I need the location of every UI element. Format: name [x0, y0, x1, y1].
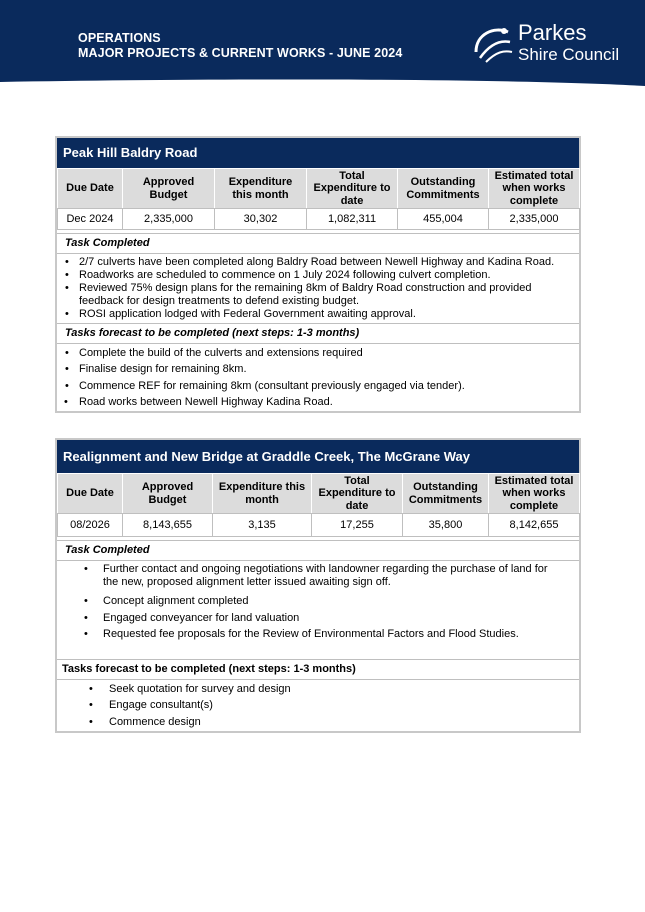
list-item: • Reviewed 75% design plans for the remaining 8km of Baldry Road construction and provided feedback for design treatments to defend existing budget. [65, 282, 532, 307]
col-approved-budget: Approved Budget [123, 169, 215, 209]
list-item: • Further contact and ongoing negotiations with landowner regarding the purchase of land for the new, proposed alignment letter issued awaiting sign off. [84, 563, 548, 588]
cell-approved-budget: 2,335,000 [123, 209, 215, 230]
col-outstanding: Outstanding Commitments [398, 169, 489, 209]
council-logo [470, 20, 630, 68]
cell-due-date: Dec 2024 [58, 209, 123, 230]
cell-total-expenditure: 1,082,311 [307, 209, 398, 230]
col-approved-budget: Approved Budget [123, 474, 213, 514]
cell-due-date: 08/2026 [58, 514, 123, 537]
list-item: • Concept alignment completed [84, 595, 249, 607]
cell-estimated-total: 8,142,655 [489, 514, 580, 537]
logo-name: Parkes [518, 20, 587, 45]
list-item: • Seek quotation for survey and design [89, 682, 291, 695]
cell-total-expenditure: 17,255 [312, 514, 403, 537]
list-item: • Engage consultant(s) [89, 699, 213, 711]
table-header-row [58, 474, 580, 514]
project-title: Peak Hill Baldry Road [57, 138, 579, 168]
list-item: • Roadworks are scheduled to commence on 1 July 2024 following culvert completion. [65, 269, 491, 281]
task-completed-heading: Task Completed [57, 540, 579, 561]
forecast-task-list [57, 344, 579, 411]
project-card-graddle-creek [55, 438, 581, 733]
cell-estimated-total: 2,335,000 [489, 209, 580, 230]
logo-subtitle: Shire Council [518, 45, 620, 64]
header-title [78, 31, 402, 61]
list-item: • Road works between Newell Highway Kadina Road. [64, 395, 333, 408]
tasks-forecast-heading: Tasks forecast to be completed (next steps: 1-3 months) [57, 659, 579, 680]
list-item: • Requested fee proposals for the Review of Environmental Factors and Flood Studies. [84, 628, 519, 640]
list-item: • ROSI application lodged with Federal Government awaiting approval. [65, 308, 416, 320]
col-outstanding: Outstanding Commitments [403, 474, 489, 514]
list-item: • Finalise design for remaining 8km. [65, 363, 247, 376]
financial-table [57, 473, 580, 537]
col-total-expenditure: Total Expenditure to date [312, 474, 403, 514]
col-estimated-total: Estimated total when works complete [489, 474, 580, 514]
table-row [58, 514, 580, 537]
project-card-peak-hill [55, 136, 581, 413]
cell-approved-budget: 8,143,655 [123, 514, 213, 537]
col-due-date: Due Date [58, 474, 123, 514]
header-line-2: MAJOR PROJECTS & CURRENT WORKS - JUNE 2024 [78, 46, 403, 60]
list-item: • 2/7 culverts have been completed along Baldry Road between Newell Highway and Kadina Road. [65, 256, 555, 268]
list-item: • Complete the build of the culverts and extensions required [65, 347, 363, 359]
tasks-forecast-heading: Tasks forecast to be completed (next steps: 1-3 months) [57, 323, 579, 344]
parkes-swoosh-logo-icon [470, 22, 514, 66]
list-item: • Commence design [89, 715, 201, 728]
col-due-date: Due Date [58, 169, 123, 209]
cell-outstanding: 35,800 [403, 514, 489, 537]
list-item: • Engaged conveyancer for land valuation [84, 611, 300, 624]
list-item: • Commence REF for remaining 8km (consultant previously engaged via tender). [65, 379, 465, 392]
cell-expenditure-month: 3,135 [213, 514, 312, 537]
cell-expenditure-month: 30,302 [215, 209, 307, 230]
completed-task-list [57, 561, 579, 659]
cell-outstanding: 455,004 [398, 209, 489, 230]
header-line-1: OPERATIONS [78, 31, 161, 45]
project-title: Realignment and New Bridge at Graddle Creek, The McGrane Way [57, 440, 579, 473]
page-header [0, 0, 645, 86]
forecast-task-list [57, 680, 579, 732]
col-estimated-total: Estimated total when works complete [489, 169, 580, 209]
completed-task-list [57, 254, 579, 323]
financial-table [57, 168, 580, 230]
table-header-row [58, 169, 580, 209]
task-completed-heading: Task Completed [57, 233, 579, 254]
col-expenditure-month: Expenditure this month [213, 474, 312, 514]
col-total-expenditure: Total Expenditure to date [307, 169, 398, 209]
table-row [58, 209, 580, 230]
col-expenditure-month: Expenditure this month [215, 169, 307, 209]
